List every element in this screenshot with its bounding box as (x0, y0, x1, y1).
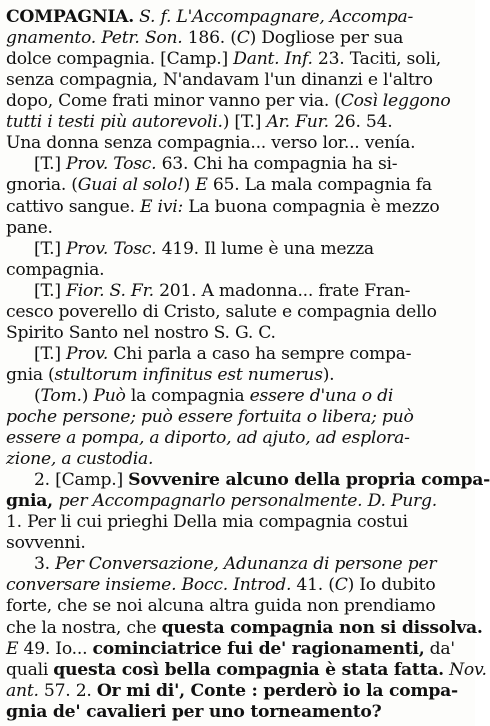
text-run: 63. Chi ha compagnia ha si- (156, 154, 398, 175)
text-run: ) Dogliose per sua (249, 28, 404, 49)
italic-text: Tom. (40, 385, 82, 406)
entry-line (0, 280, 475, 302)
text-run: ) Io dubito (347, 575, 436, 596)
text-run: la compagnia (125, 385, 250, 406)
entry-line (0, 48, 475, 70)
entry-line (0, 301, 475, 323)
italic-text: Prov. Tosc. (66, 154, 157, 175)
text-run: senza compagnia, N'andavam l'un dinanzi e l'altro (6, 70, 433, 91)
italic-text: E (195, 175, 208, 196)
bold-text: gnia de' cavalieri per uno torneamento? (6, 701, 382, 722)
text-run: 49. Io... (18, 638, 93, 659)
entry-line (0, 69, 475, 91)
entry-line (0, 532, 475, 554)
text-run: 41. ( (291, 575, 335, 596)
text-run: 57. 2. (38, 680, 97, 701)
text-run: 2. [Camp.] (34, 470, 129, 491)
italic-text: C (334, 575, 348, 596)
text-run: pane. (6, 217, 53, 238)
entry-line (0, 111, 475, 133)
entry-line (0, 322, 475, 344)
text-run: Una donna senza compagnia... verso lor... venía. (6, 133, 416, 154)
italic-text: Dant. Inf. (233, 49, 313, 70)
bold-text: Sovvenire alcuno della propria compa- (128, 470, 490, 491)
italic-text: essere d'una o di (249, 385, 394, 406)
entry-line (0, 574, 475, 596)
text-run: [T.] (34, 154, 67, 175)
text-run: 3. (34, 554, 56, 575)
entry-line (0, 427, 475, 449)
italic-text: Prov. Tosc. (66, 238, 157, 259)
text-run: che la nostra, che (6, 617, 162, 638)
entry-line (0, 469, 490, 491)
italic-text: Per Conversazione, Adunanza di persone per (55, 554, 437, 575)
text-run: forte, che se noi alcuna altra guida non prendiamo (6, 596, 436, 617)
bold-text: gnia, (6, 491, 59, 512)
text-run: ) (81, 385, 94, 406)
entry-line (0, 701, 475, 723)
italic-text: ant. (6, 680, 39, 701)
text-run: 419. Il lume è una mezza (156, 238, 374, 259)
text-run: Spirito Santo nel nostro S. G. C. (6, 322, 276, 343)
italic-text: per Accompagnarlo personalmente. D. Purg. (58, 491, 437, 512)
text-run: sovvenni. (6, 533, 86, 554)
entry-line (0, 553, 475, 575)
italic-text: tutti i testi più autorevoli. (6, 112, 223, 133)
text-run: ). (322, 364, 335, 385)
text-run: gnoria. ( (6, 175, 78, 196)
italic-text: stultorum infinitus est numerus (54, 364, 323, 385)
italic-text: Ar. Fur. (266, 112, 329, 133)
italic-text: E ivi: (140, 196, 184, 217)
text-run: [T.] (34, 238, 67, 259)
bold-text: COMPAGNIA. (6, 7, 134, 27)
text-run: da' (424, 638, 455, 659)
text-run: dopo, Come frati minor vanno per via. ( (6, 91, 341, 112)
entry-line (0, 680, 475, 702)
entry-line (0, 217, 475, 239)
text-run: [T.] (34, 343, 67, 364)
text-run: quali (6, 659, 54, 680)
bold-text: cominciatrice fui de' ragionamenti, (92, 638, 425, 659)
italic-text: Può (93, 385, 126, 406)
entry-line (0, 238, 475, 260)
text-run: 23. Taciti, soli, (312, 49, 441, 70)
text-run: ) (183, 175, 196, 196)
entry-line (0, 343, 475, 365)
text-run: Chi parla a caso ha sempre compa- (108, 343, 412, 364)
italic-text: Così leggono (340, 91, 451, 112)
italic-text: Nov. (449, 659, 487, 680)
italic-text: C (236, 28, 250, 49)
italic-text: poche persone; può essere fortuita o libera; può (6, 406, 414, 427)
entry-line (0, 153, 475, 175)
entry-line (0, 617, 483, 639)
entry-line (0, 490, 475, 512)
text-run: ( (34, 385, 41, 406)
entry-line (0, 511, 475, 533)
entry-line (0, 406, 475, 428)
text-run: [T.] (34, 280, 67, 301)
italic-text: Guai al solo! (77, 175, 184, 196)
entry-line (0, 595, 475, 617)
text-run: cattivo sangue. (6, 196, 141, 217)
entry-line (0, 638, 475, 660)
text-run: dolce compagnia. [Camp.] (6, 49, 234, 70)
text-run: cesco poverello di Cristo, salute e compagnia dello (6, 301, 437, 322)
italic-text: gnamento. Petr. Son. (6, 28, 188, 49)
text-run: 201. A madonna... frate Fran- (153, 280, 411, 301)
italic-text: essere a pompa, a diporto, ad ajuto, ad esplora- (6, 428, 410, 448)
entry-line (0, 448, 475, 470)
text-run: 186. ( (187, 28, 237, 49)
bold-text: questa compagnia non si dissolva. (161, 617, 483, 638)
text-run: compagnia. (6, 259, 105, 280)
bold-text: questa così bella compagnia è stata fatta. (53, 659, 444, 680)
entry-line (0, 364, 475, 386)
entry-line (0, 385, 475, 407)
italic-text: Fior. S. Fr. (66, 280, 154, 301)
text-run: 65. La mala compagnia fa (207, 175, 432, 196)
entry-line (0, 132, 475, 154)
entry-line (0, 90, 475, 112)
text-run: La buona compagnia è mezzo (183, 196, 440, 217)
entry-line (0, 659, 487, 681)
italic-text: conversare insieme. Bocc. Introd. (6, 575, 292, 596)
entry-line (0, 6, 475, 28)
entry-line (0, 174, 475, 196)
text-run: 1. Per li cui prieghi Della mia compagnia costui (6, 512, 408, 533)
italic-text: Prov. (66, 343, 109, 364)
italic-text: zione, a custodia. (6, 449, 154, 470)
text-run: 26. 54. (328, 112, 393, 133)
entry-line (0, 196, 475, 218)
entry-line (0, 27, 475, 49)
text-run: ) [T.] (222, 112, 267, 133)
italic-text: E (6, 638, 19, 659)
text-run: gnia ( (6, 364, 55, 385)
bold-text: Or mi di', Conte : perderò io la compa- (96, 680, 458, 701)
entry-line (0, 259, 475, 281)
italic-text: S. f. L'Accompagnare, Accompa- (133, 7, 414, 27)
